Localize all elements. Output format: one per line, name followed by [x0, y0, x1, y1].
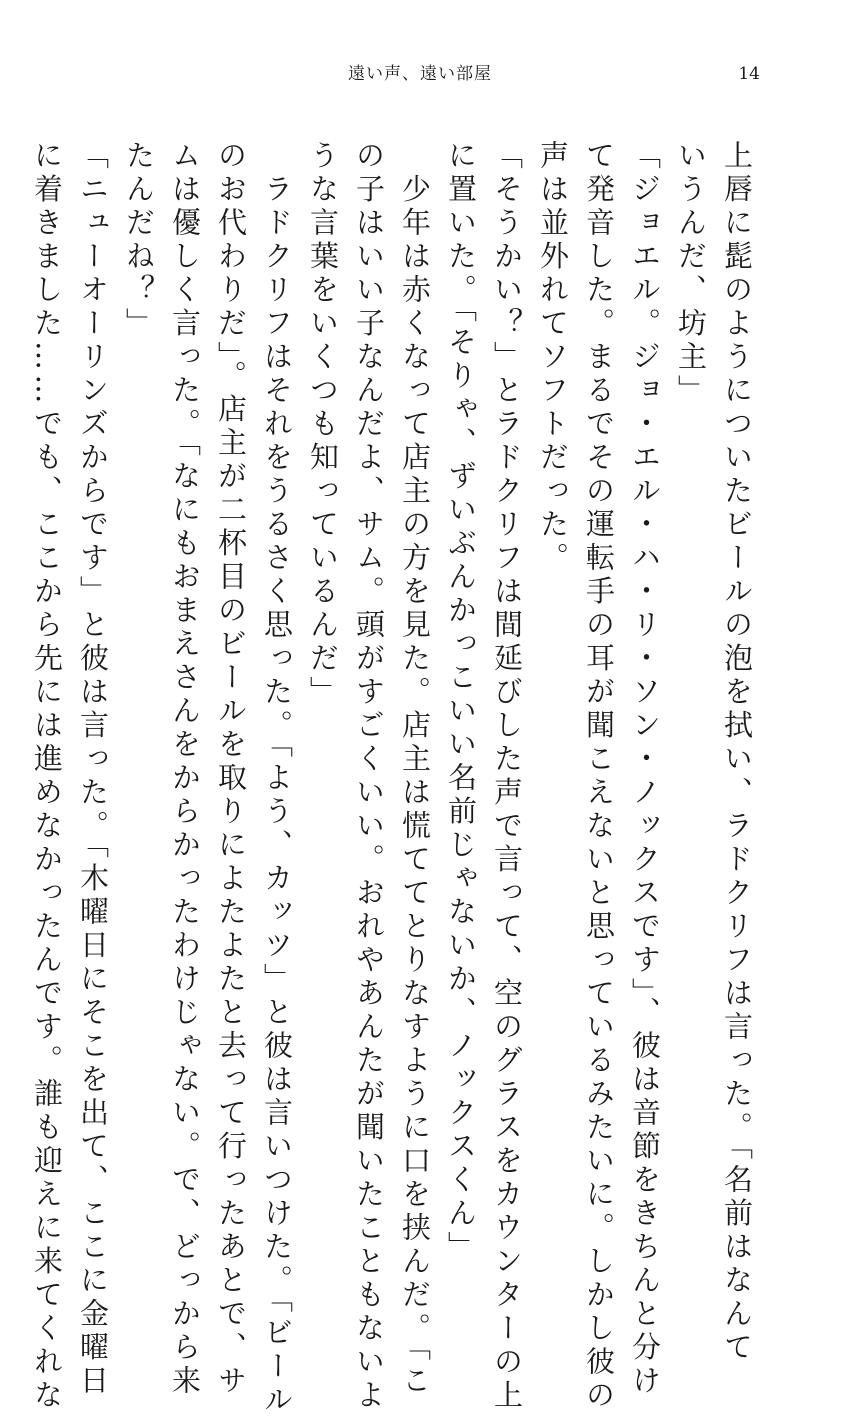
- running-head: [0, 62, 841, 86]
- text-line: ラドクリフはそれをうるさく思った。「よう、カッツ」と彼は言いつけた。「ビール: [260, 140, 294, 1418]
- text-line: の子はいい子なんだよ、サム。頭がすごくいい。おれやあんたが聞いたこともないよ: [352, 140, 386, 1413]
- text-line: 少年は赤くなって店主の方を見た。店主は慌ててとりなすように口を挟んだ。「こ: [398, 140, 432, 1399]
- text-line: たんだね？」: [122, 140, 156, 341]
- text-line: 上唇に髭のようについたビールの泡を拭い、ラドクリフは言った。「名前はなんて: [720, 140, 754, 1365]
- text-line: いうんだ、坊主」: [674, 140, 708, 408]
- text-line: ムは優しく言った。「なにもおまえさんをからかったわけじゃない。で、どっから来: [168, 140, 202, 1399]
- text-line: に置いた。「そりゃ、ずいぶんかっこいい名前じゃないか、ノックスくん」: [444, 140, 478, 1265]
- text-line: 声は並外れてソフトだった。: [536, 140, 570, 576]
- text-line: て発音した。まるでその運転手の耳が聞こえないと思っているみたいに。しかし彼の: [582, 140, 616, 1413]
- body-text: [30, 140, 760, 1418]
- text-line: 「そうかい？」とラドクリフは間延びした声で言って、空のグラスをカウンターの上: [490, 140, 524, 1413]
- text-line: うな言葉をいくつも知っているんだ」: [306, 140, 340, 710]
- page-number: 14: [738, 64, 760, 84]
- chapter-title: 遠い声、遠い部屋: [348, 64, 492, 84]
- text-line: 「ジョエル。ジョ・エル・ハ・リ・ソン・ノックスです」、彼は音節をきちんと分け: [628, 140, 662, 1399]
- text-line: のお代わりだ」。店主が二杯目のビールを取りによたよたと去って行ったあとで、サ: [214, 140, 248, 1399]
- text-line: に着きました……でも、ここから先には進めなかったんです。誰も迎えに来てくれな: [30, 140, 64, 1413]
- text-line: 「ニューオーリンズからです」と彼は言った。「木曜日にそこを出て、ここに金曜日: [76, 140, 110, 1399]
